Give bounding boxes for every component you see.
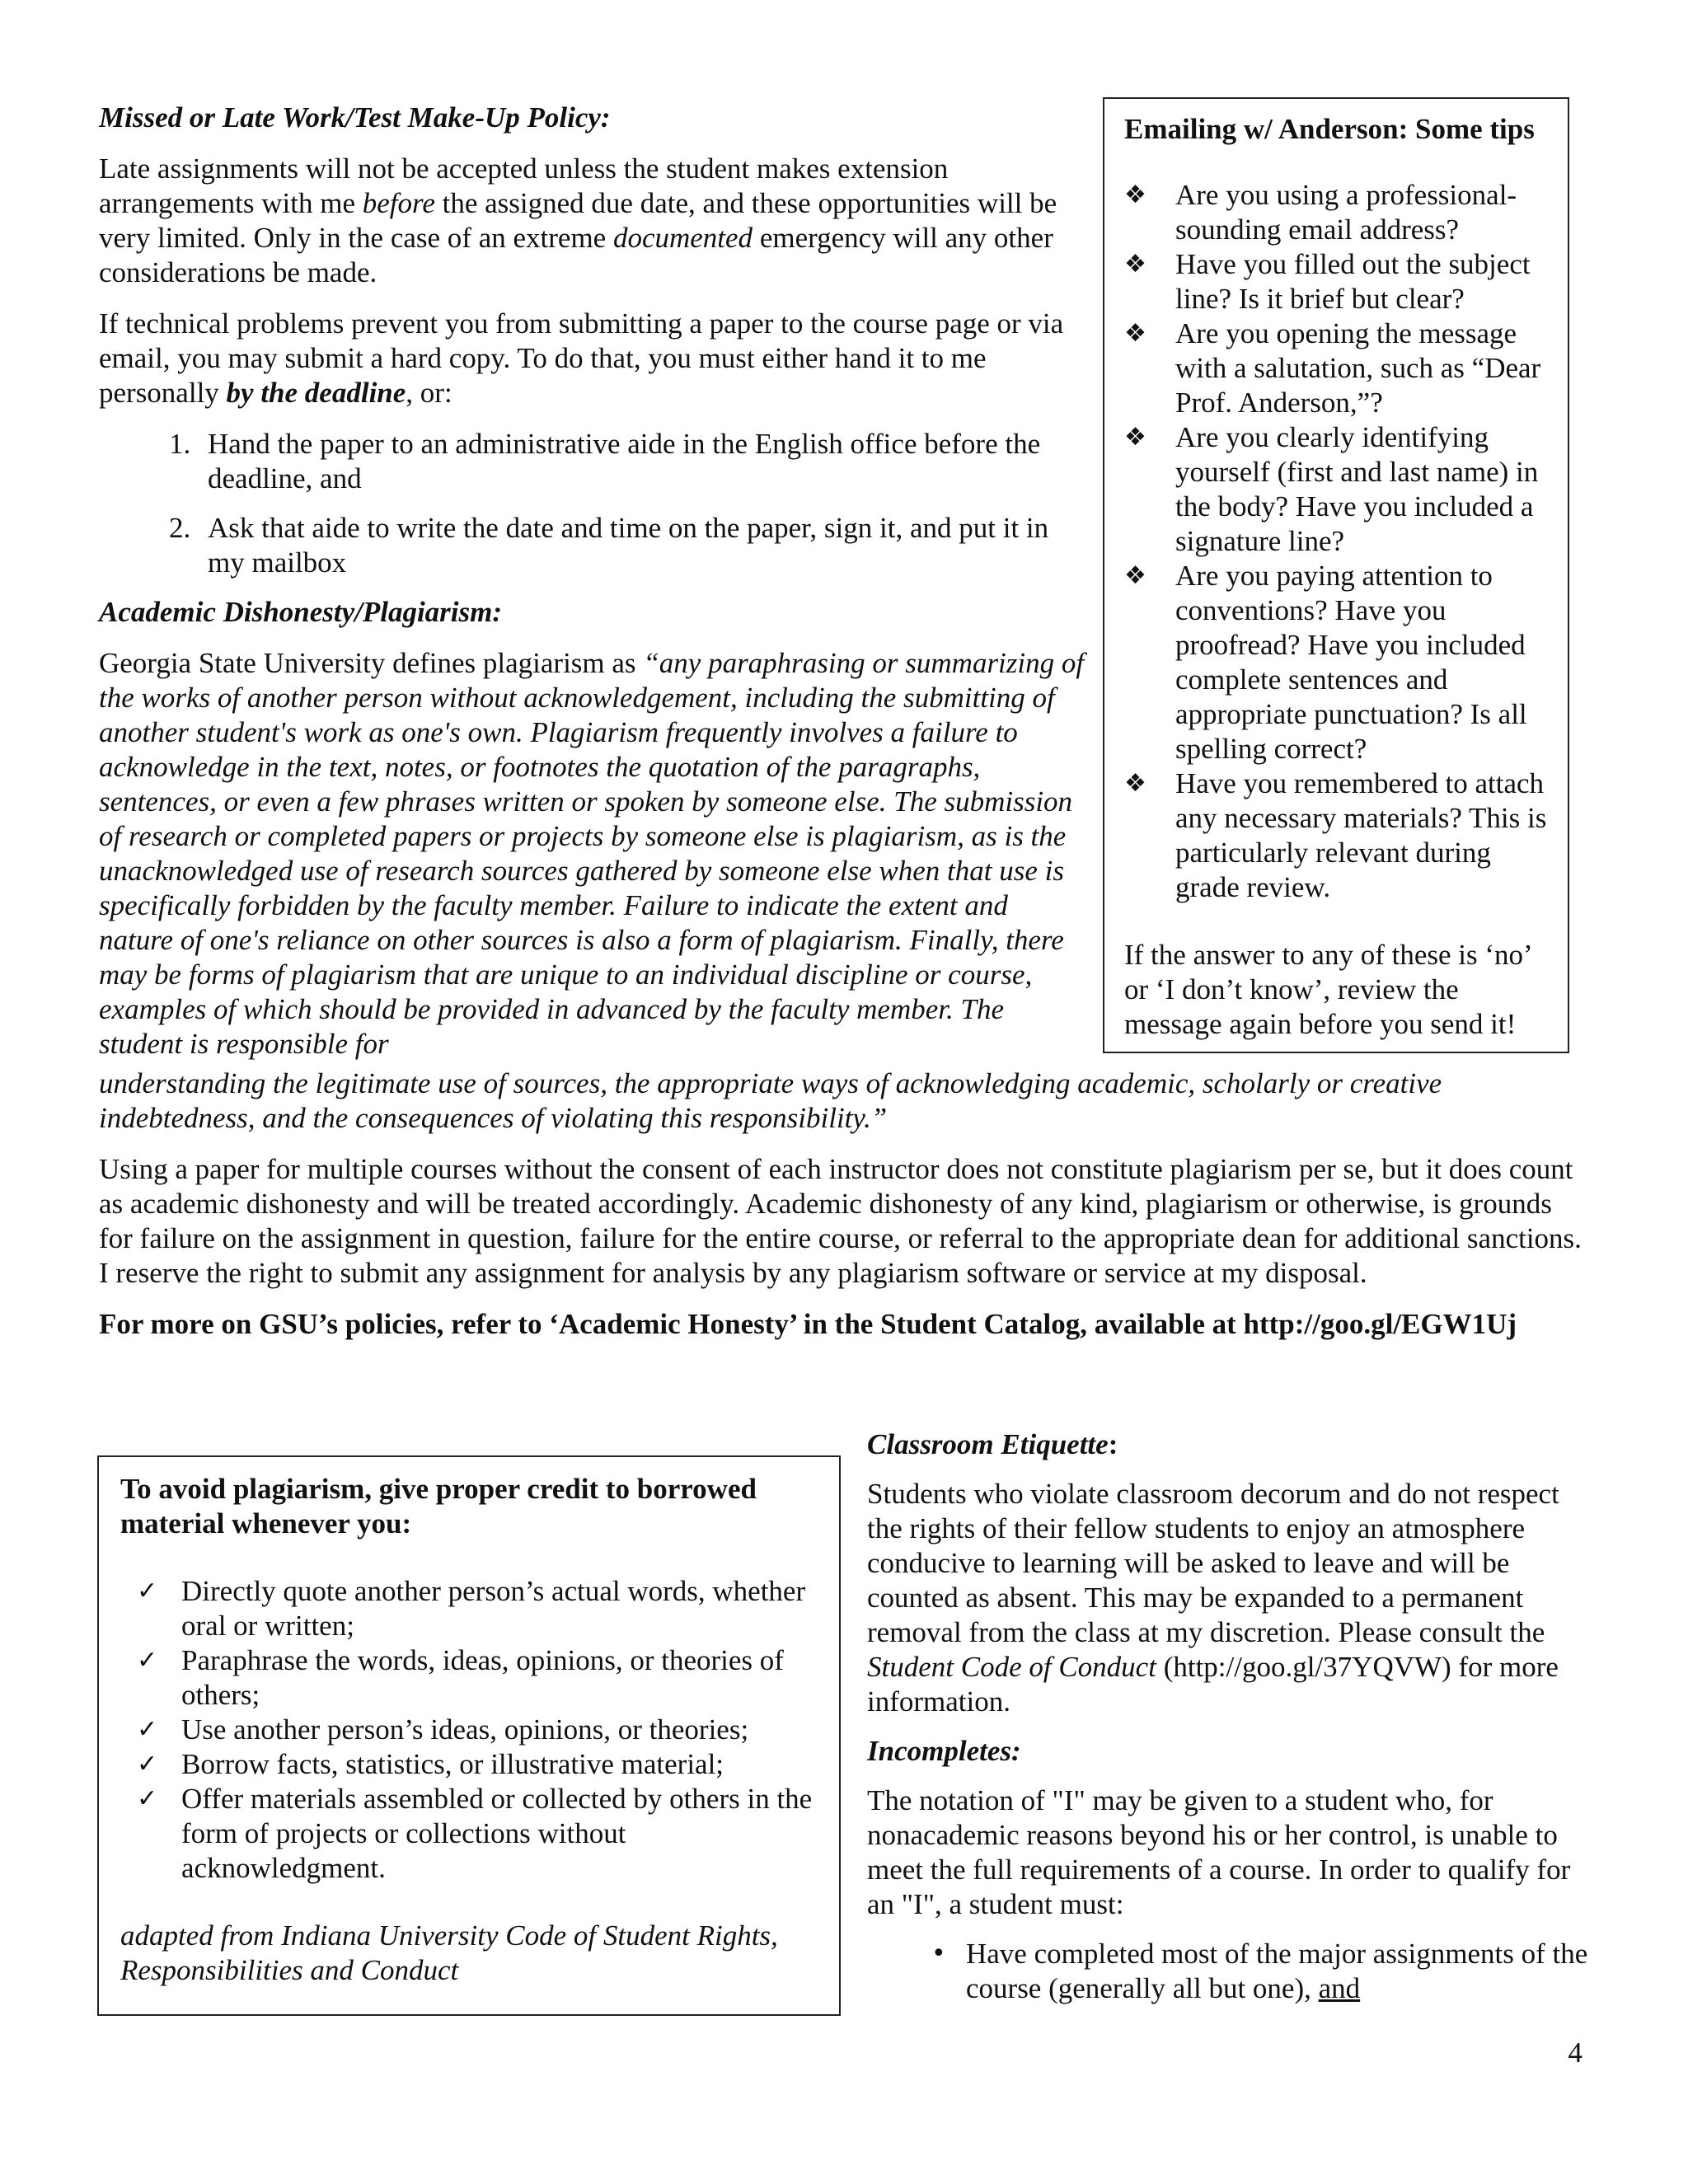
diamond-bullet-icon: ❖ <box>1124 250 1146 279</box>
list-item: ❖ Are you using a professional-sounding email address? <box>1124 179 1517 246</box>
late-policy-heading: Missed or Late Work/Test Make-Up Policy: <box>99 101 611 134</box>
technical-problems-paragraph: If technical problems prevent you from submitting a paper to the course page or via email, you may submit a hard copy. To do that, you must either hand it to me personally by the deadline, or: <box>99 307 1064 409</box>
checkmark-icon: ✓ <box>137 1784 158 1813</box>
page-number: 4 <box>1568 2036 1582 2069</box>
checkmark-icon: ✓ <box>137 1577 158 1605</box>
email-tips-list <box>1124 178 1568 905</box>
email-tips-title: Emailing w/ Anderson: Some tips <box>1124 113 1535 145</box>
list-item: ✓ Offer materials assembled or collected by others in the form of projects or collections without acknowledgment. <box>137 1783 813 1884</box>
list-item: ✓ Use another person’s ideas, opinions, or theories; <box>137 1713 749 1746</box>
list-item: ✓ Borrow facts, statistics, or illustrative material; <box>137 1748 724 1780</box>
list-item: ❖ Have you remembered to attach any necessary materials? This is particularly relevant during grade review. <box>1124 767 1547 903</box>
list-item: ❖ Are you paying attention to conventions? Have you proofread? Have you included complete sentences and appropriate punctuation? Is all spelling correct? <box>1124 560 1527 765</box>
etiquette-heading: Classroom Etiquette: <box>867 1428 1118 1460</box>
wide-text-block <box>99 1066 1582 1342</box>
hard-copy-steps <box>99 427 1088 580</box>
list-item: ❖ Have you filled out the subject line? Is it brief but clear? <box>1124 248 1531 315</box>
list-item: ❖ Are you opening the message with a salutation, such as “Dear Prof. Anderson,”? <box>1124 317 1541 419</box>
incompletes-heading: Incompletes: <box>867 1735 1021 1767</box>
incompletes-paragraph: The notation of "I" may be given to a student who, for nonacademic reasons beyond his or her control, is unable to meet the full requirements of a course. In order to qualify for an "I", a student must: <box>867 1784 1571 1920</box>
plagiarism-definition-continued: understanding the legitimate use of sources, the appropriate ways of acknowledging academic, scholarly or creative indebtedness, and the consequences of violating this responsibility.” <box>99 1067 1442 1134</box>
proper-credit-list <box>120 1574 818 1886</box>
late-policy-paragraph: Late assignments will not be accepted unless the student makes extension arrangements with me before the assigned due date, and these opportunities will be very limited. Only in the case of an extreme documented emergency will any other considerations be made. <box>99 152 1057 288</box>
list-item: • Have completed most of the major assignments of the course (generally all but one), and <box>931 1938 1588 2004</box>
checkmark-icon: ✓ <box>137 1646 158 1675</box>
incompletes-list <box>867 1937 1592 2006</box>
right-column <box>867 1427 1592 2006</box>
proper-credit-title: To avoid plagiarism, give proper credit to borrowed material whenever you: <box>120 1473 757 1540</box>
plagiarism-heading: Academic Dishonesty/Plagiarism: <box>99 596 503 628</box>
email-tips-box <box>1103 97 1569 1053</box>
diamond-bullet-icon: ❖ <box>1124 769 1146 798</box>
multi-course-paragraph: Using a paper for multiple courses without the consent of each instructor does not constitute plagiarism per se, but it does count as academic dishonesty and will be treated accordingly. Academic dishonesty of any kind, plagiarism or otherwise, is grounds for failure on the assignment in question, failure for the entire course, or referral to the appropriate dean for additional sanctions. I reserve the right to submit any assignment for analysis by any plagiarism software or service at my disposal. <box>99 1153 1582 1289</box>
checkmark-icon: ✓ <box>137 1715 158 1744</box>
list-item: ❖ Are you clearly identifying yourself (first and last name) in the body? Have you included a signature line? <box>1124 421 1539 557</box>
list-item: 2. Ask that aide to write the date and time on the paper, sign it, and put it in my mailbox <box>198 511 1088 580</box>
checkmark-icon: ✓ <box>137 1750 158 1779</box>
list-item: 1. Hand the paper to an administrative aide in the English office before the deadline, and <box>198 427 1088 496</box>
list-item: ✓ Paraphrase the words, ideas, opinions, or theories of others; <box>137 1644 784 1711</box>
dot-bullet-icon: • <box>931 1939 946 1968</box>
etiquette-paragraph: Students who violate classroom decorum and do not respect the rights of their fellow students to enjoy an atmosphere conducive to learning will be asked to leave and will be counted as absent. This may be expanded to a permanent removal from the class at my discretion. Please consult the Student Code of Conduct (http://goo.gl/37YQVW) for more information. <box>867 1478 1559 1718</box>
proper-credit-source: adapted from Indiana University Code of Student Rights, Responsibilities and Conduct <box>120 1919 778 1986</box>
email-tips-footer: If the answer to any of these is ‘no’ or ‘I don’t know’, review the message again before you send it! <box>1124 939 1531 1040</box>
list-item: ✓ Directly quote another person’s actual words, whether oral or written; <box>137 1575 806 1642</box>
diamond-bullet-icon: ❖ <box>1124 423 1146 452</box>
plagiarism-definition: Georgia State University defines plagiarism as “any paraphrasing or summarizing of the works of another person without acknowledgement, including the submitting of another student's work as one's own. Plagiarism frequently involves a failure to acknowledge in the text, notes, or footnotes the quotation of the paragraphs, sentences, or even a few phrases written or spoken by someone else. The submission of research or completed papers or projects by someone else is plagiarism, as is the unacknowledged use of research sources gathered by someone else when that use is specifically forbidden by the faculty member. Failure to indicate the extent and nature of one's reliance on other sources is also a form of plagiarism. Finally, there may be forms of plagiarism that are unique to an individual discipline or course, examples of which should be provided in advanced by the faculty member. The student is responsible for <box>99 647 1085 1060</box>
diamond-bullet-icon: ❖ <box>1124 561 1146 590</box>
gsu-policies-note: For more on GSU’s policies, refer to ‘Academic Honesty’ in the Student Catalog, available at http://goo.gl/EGW1Uj <box>99 1308 1517 1340</box>
left-column <box>99 101 1088 1062</box>
diamond-bullet-icon: ❖ <box>1124 180 1146 209</box>
proper-credit-box <box>97 1455 841 2016</box>
diamond-bullet-icon: ❖ <box>1124 319 1146 348</box>
